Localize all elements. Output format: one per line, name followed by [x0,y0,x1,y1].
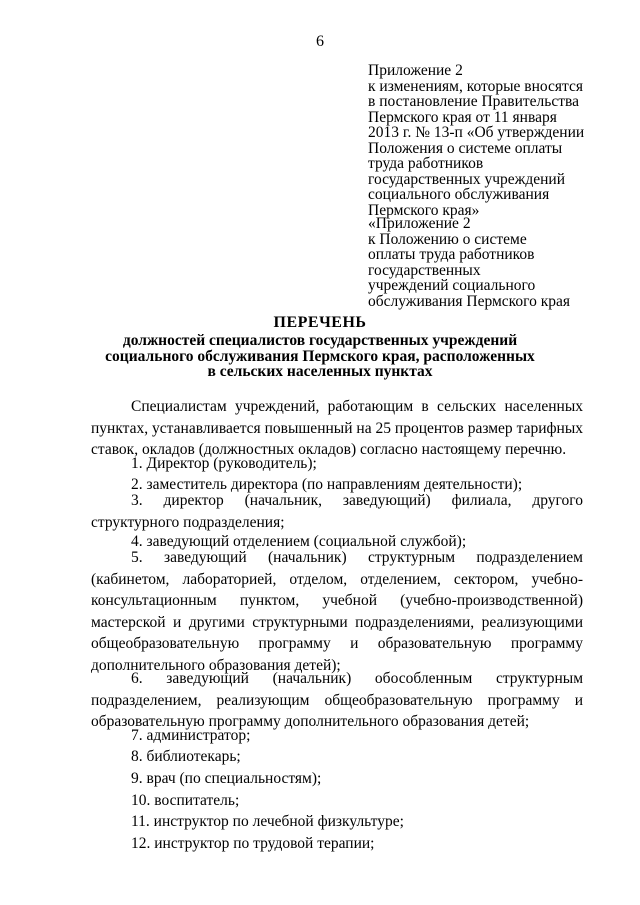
appendix-header-line: Пермского края от 11 января [368,108,557,126]
intro-paragraph: Специалистам учреждений, работающим в сельских населенных пунктах, устанавливается повышенный на 25 процентов размер тарифных ставок, окладов (должностных окладов) согласно настоящему перечню. [91,398,583,458]
appendix-quote-line: учреждений социального [368,277,536,294]
list-item: 2. заместитель директора (по направлениям деятельности); [131,476,523,493]
appendix-header-line: 2013 г. № 13-п «Об утверждении [368,124,585,141]
appendix-quote-line: «Приложение 2 [368,215,471,232]
list-item: 10. воспитатель; [131,792,240,809]
list-item: 3. директор (начальник, заведующий) филиала, другого структурного подразделения; [91,492,583,531]
appendix-header-line: в постановление Правительства [368,93,580,110]
appendix-header-block [368,63,584,218]
list-item: 4. заведующий отделением (социальной службой); [131,533,467,550]
appendix-quote-line: к Положению о системе [368,230,527,248]
list-item: 1. Директор (руководитель); [131,455,317,472]
document-subtitle [0,333,640,380]
appendix-quote-line: государственных [368,261,481,279]
list-item: 5. заведующий (начальник) структурным подразделением (кабинетом, лабораторией, отделом, отделением, сектором, учебно-консультационным пунктом, учебной (учебно-производственной) мастерской и другими структурными подразделениями, реализующими общеобразовательную программу и образовательную программу дополнительного образования детей); [91,549,583,674]
list-item: 12. инструктор по трудовой терапии; [131,835,375,852]
appendix-header-line: Положения о системе оплаты [368,139,563,157]
appendix-header-line: к изменениям, которые вносятся [368,77,584,95]
subtitle-line: социального обслуживания Пермского края, расположенных [105,347,535,365]
list-item: 7. администратор; [131,727,251,744]
appendix-quote-line: обслуживания Пермского края [368,292,571,310]
subtitle-line: должностей специалистов государственных учреждений [122,332,518,349]
appendix-header-line: государственных учреждений [368,170,565,188]
appendix-quote-line: оплаты труда работников [368,246,535,263]
document-title: ПЕРЕЧЕНЬ [273,314,367,331]
subtitle-line: в сельских населенных пунктах [207,363,433,380]
appendix-header-line: Приложение 2 [368,62,463,79]
list-item: 11. инструктор по лечебной физкультуре; [131,813,404,830]
appendix-header-line: Пермского края» [368,201,480,219]
appendix-header-line: труда работников [368,155,484,172]
list-item: 6. заведующий (начальник) обособленным структурным подразделением, реализующим общеобразовательную программу и образовательную программу дополнительного образования детей; [91,670,583,730]
list-item: 9. врач (по специальностям); [131,770,322,787]
list-item: 8. библиотекарь; [131,748,241,765]
page-number: 6 [316,33,324,50]
appendix-header-line: социального обслуживания [368,186,550,203]
appendix-quote-block [368,216,570,309]
